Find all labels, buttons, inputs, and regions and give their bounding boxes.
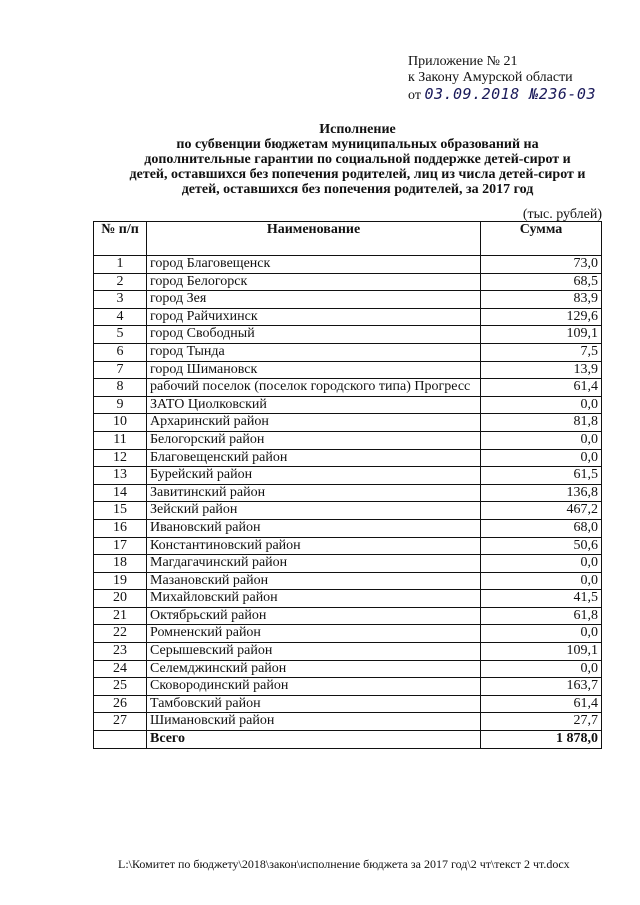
row-name: Ивановский район [147, 519, 481, 537]
row-name: город Шимановск [147, 361, 481, 379]
header-number: № п/п [94, 222, 147, 256]
row-sum: 13,9 [481, 361, 602, 379]
row-number: 10 [94, 414, 147, 432]
row-number: 4 [94, 308, 147, 326]
row-number: 22 [94, 625, 147, 643]
row-number: 12 [94, 449, 147, 467]
table-row [94, 431, 602, 449]
row-name: город Райчихинск [147, 308, 481, 326]
row-name: город Свободный [147, 326, 481, 344]
table-row [94, 449, 602, 467]
row-sum: 136,8 [481, 484, 602, 502]
appendix-law: к Закону Амурской области [408, 70, 573, 85]
row-sum: 61,4 [481, 379, 602, 397]
row-number: 20 [94, 590, 147, 608]
row-sum: 68,0 [481, 519, 602, 537]
row-sum: 50,6 [481, 537, 602, 555]
row-sum: 61,8 [481, 607, 602, 625]
handwritten-date-number: 03.09.2018 №236-03 [424, 85, 596, 103]
row-number: 3 [94, 291, 147, 309]
units-label: (тыс. рублей) [522, 207, 602, 222]
row-sum: 68,5 [481, 273, 602, 291]
row-sum: 81,8 [481, 414, 602, 432]
row-sum: 0,0 [481, 555, 602, 573]
appendix-date-line [408, 86, 596, 104]
row-sum: 83,9 [481, 291, 602, 309]
row-name: Октябрьский район [147, 607, 481, 625]
row-name: Михайловский район [147, 590, 481, 608]
table-row [94, 467, 602, 485]
table-row [94, 326, 602, 344]
appendix-date-prefix: от [408, 88, 421, 103]
row-number: 2 [94, 273, 147, 291]
table-row [94, 414, 602, 432]
appendix-number: Приложение № 21 [408, 54, 518, 69]
row-number: 24 [94, 660, 147, 678]
table-row [94, 660, 602, 678]
row-sum: 0,0 [481, 572, 602, 590]
row-number: 8 [94, 379, 147, 397]
row-sum: 129,6 [481, 308, 602, 326]
title-line-4: детей, оставшихся без попечения родителей, лиц из числа детей-сирот и [129, 167, 586, 182]
row-sum: 61,5 [481, 467, 602, 485]
row-number: 1 [94, 256, 147, 274]
row-sum: 109,1 [481, 326, 602, 344]
row-name: Архаринский район [147, 414, 481, 432]
document-title [110, 122, 605, 197]
row-number: 7 [94, 361, 147, 379]
subvention-table [93, 221, 602, 749]
table-row [94, 396, 602, 414]
row-sum: 7,5 [481, 343, 602, 361]
table-row [94, 502, 602, 520]
row-name: Тамбовский район [147, 695, 481, 713]
row-number: 23 [94, 643, 147, 661]
total-row [94, 731, 602, 749]
row-number: 11 [94, 431, 147, 449]
row-number: 14 [94, 484, 147, 502]
table-row [94, 537, 602, 555]
table-row [94, 643, 602, 661]
table-row [94, 555, 602, 573]
row-name: город Тында [147, 343, 481, 361]
table-body [94, 256, 602, 749]
table-row [94, 256, 602, 274]
table-row [94, 713, 602, 731]
title-line-2: по субвенции бюджетам муниципальных образований на [176, 137, 539, 152]
table-row [94, 625, 602, 643]
row-name: Благовещенский район [147, 449, 481, 467]
row-number: 17 [94, 537, 147, 555]
row-name: Селемджинский район [147, 660, 481, 678]
row-number: 6 [94, 343, 147, 361]
row-name: Константиновский район [147, 537, 481, 555]
table-row [94, 519, 602, 537]
row-name: Зейский район [147, 502, 481, 520]
table-row [94, 379, 602, 397]
row-sum: 109,1 [481, 643, 602, 661]
row-number: 27 [94, 713, 147, 731]
row-name: город Зея [147, 291, 481, 309]
table-row [94, 291, 602, 309]
header-sum: Сумма [481, 222, 602, 256]
total-sum: 1 878,0 [481, 731, 602, 749]
row-sum: 0,0 [481, 660, 602, 678]
header-name: Наименование [147, 222, 481, 256]
row-name: Шимановский район [147, 713, 481, 731]
table-row [94, 308, 602, 326]
total-number-empty [94, 731, 147, 749]
row-name: Завитинский район [147, 484, 481, 502]
row-name: ЗАТО Циолковский [147, 396, 481, 414]
title-line-5: детей, оставшихся без попечения родителей, за 2017 год [181, 182, 534, 197]
title-line-1: Исполнение [319, 122, 396, 137]
row-name: город Благовещенск [147, 256, 481, 274]
row-sum: 467,2 [481, 502, 602, 520]
row-sum: 0,0 [481, 625, 602, 643]
row-number: 9 [94, 396, 147, 414]
row-sum: 0,0 [481, 396, 602, 414]
table-row [94, 607, 602, 625]
row-sum: 61,4 [481, 695, 602, 713]
table-row [94, 361, 602, 379]
row-number: 13 [94, 467, 147, 485]
title-line-3: дополнительные гарантии по социальной поддержке детей-сирот и [144, 152, 571, 167]
row-sum: 163,7 [481, 678, 602, 696]
row-sum: 0,0 [481, 449, 602, 467]
row-name: Мазановский район [147, 572, 481, 590]
table-row [94, 678, 602, 696]
row-sum: 41,5 [481, 590, 602, 608]
row-number: 21 [94, 607, 147, 625]
row-number: 5 [94, 326, 147, 344]
appendix-block [408, 54, 596, 104]
row-number: 15 [94, 502, 147, 520]
row-number: 25 [94, 678, 147, 696]
row-sum: 27,7 [481, 713, 602, 731]
row-sum: 73,0 [481, 256, 602, 274]
row-name: рабочий поселок (поселок городского типа) Прогресс [147, 379, 481, 397]
row-number: 18 [94, 555, 147, 573]
table-row [94, 273, 602, 291]
table-row [94, 572, 602, 590]
row-number: 26 [94, 695, 147, 713]
row-sum: 0,0 [481, 431, 602, 449]
row-name: Серышевский район [147, 643, 481, 661]
row-name: город Белогорск [147, 273, 481, 291]
table-row [94, 484, 602, 502]
total-label: Всего [147, 731, 481, 749]
row-name: Бурейский район [147, 467, 481, 485]
row-name: Магдагачинский район [147, 555, 481, 573]
row-name: Сковородинский район [147, 678, 481, 696]
table-row [94, 343, 602, 361]
row-number: 19 [94, 572, 147, 590]
table-header-row [94, 222, 602, 256]
row-number: 16 [94, 519, 147, 537]
row-name: Ромненский район [147, 625, 481, 643]
table-row [94, 695, 602, 713]
file-path-footer: L:\Комитет по бюджету\2018\закон\исполнение бюджета за 2017 год\2 чт\текст 2 чт.docx [118, 857, 570, 871]
table-row [94, 590, 602, 608]
row-name: Белогорский район [147, 431, 481, 449]
